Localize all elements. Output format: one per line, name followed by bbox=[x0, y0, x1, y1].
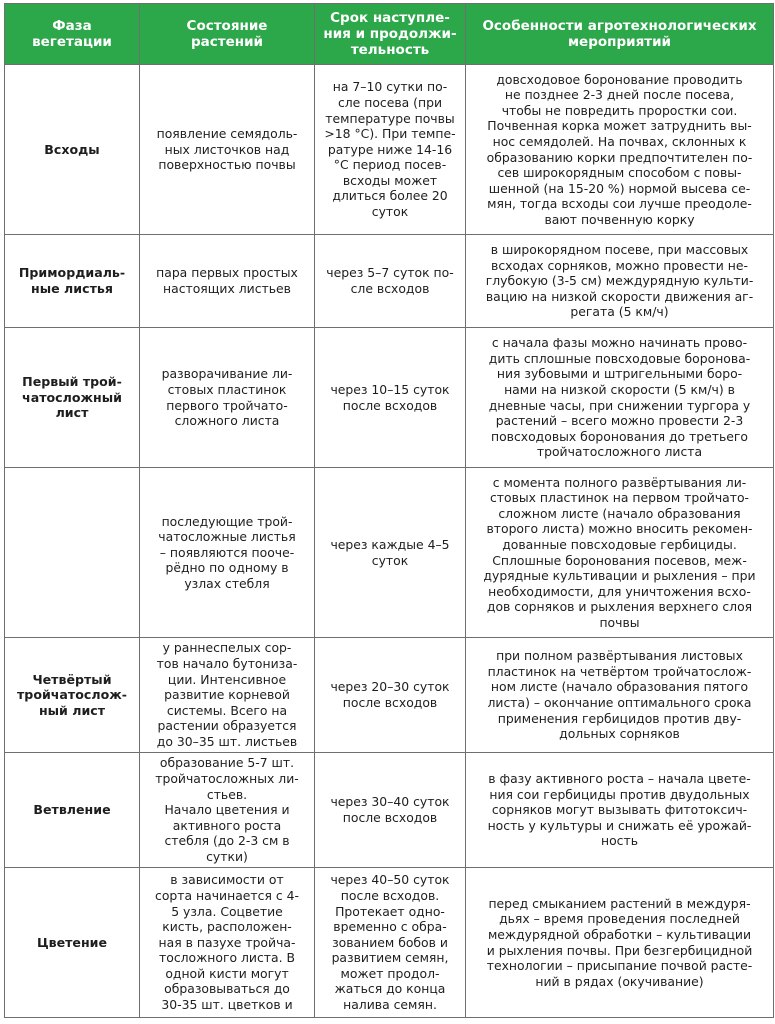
phase-cell: Цветение bbox=[5, 868, 140, 1018]
table-row bbox=[5, 235, 774, 328]
table-row bbox=[5, 868, 774, 1018]
timing-cell: через 30–40 суток после всходов bbox=[315, 753, 466, 868]
state-cell: у раннеспелых сор- тов начало бутониза- ции. Интенсивное развитие корневой системы. Всего на растении образуется до 30–35 шт. листьев bbox=[140, 638, 315, 753]
measures-cell: с момента полного развёртывания ли- стовых пластинок на первом тройчато- сложном листе (начало образования второго листа) можно вносить рекомен- дованные повсходовые гербициды. Сплошные боронования посевов, меж- дурядные культивации и рыхления – при необходимости, для уничтожения всхо- дов сорняков и рыхления верхнего слоя почвы bbox=[466, 468, 774, 638]
measures-cell: с начала фазы можно начинать прово- дить сплошные повсходовые боронова- ния зубовыми и штригельными боро- нами на низкой скорости (5 км/ч) в дневные часы, при снижении тургора у растений – всего можно провести 2-3 повсходовых боронования до третьего тройчатосложного листа bbox=[466, 328, 774, 468]
agrotech-table bbox=[4, 3, 774, 1018]
timing-cell: через 5–7 суток по- сле всходов bbox=[315, 235, 466, 328]
state-cell: в зависимости от сорта начинается с 4- 5 узла. Соцветие кисть, расположен- ная в пазухе тройча- тосложного листа. В одной кисти могут образовываться до 30-35 шт. цветков и bbox=[140, 868, 315, 1018]
table-row bbox=[5, 753, 774, 868]
table-body bbox=[5, 65, 774, 1018]
header-plant-state: Состояние растений bbox=[140, 4, 315, 65]
header-phase: Фаза вегетации bbox=[5, 4, 140, 65]
phase-cell: Всходы bbox=[5, 65, 140, 235]
measures-cell: довсходовое боронование проводить не позднее 2-3 дней после посева, чтобы не повредить проростки сои. Почвенная корка может затруднить вы- нос семядолей. На почвах, склонных к образованию корки предпочтителен по- сев широкорядным способом с повы- шенной (на 15-20 %) нормой высева се- мян, тогда всходы сои лучше преодоле- вают почвенную корку bbox=[466, 65, 774, 235]
table-row bbox=[5, 65, 774, 235]
phase-cell: Первый трой- чатосложный лист bbox=[5, 328, 140, 468]
header-measures: Особенности агротехнологических мероприятий bbox=[466, 4, 774, 65]
state-cell: последующие трой- чатосложные листья – появляются пооче- рёдно по одному в узлах стебля bbox=[140, 468, 315, 638]
timing-cell: через каждые 4–5 суток bbox=[315, 468, 466, 638]
phase-cell bbox=[5, 468, 140, 638]
table-row bbox=[5, 638, 774, 753]
table-header bbox=[5, 4, 774, 65]
measures-cell: в широкорядном посеве, при массовых всходах сорняков, можно провести не- глубокую (3-5 см) междурядную культи- вацию на низкой скорости движения аг- регата (5 км/ч) bbox=[466, 235, 774, 328]
phase-cell: Четвёртый тройчатослож- ный лист bbox=[5, 638, 140, 753]
measures-cell: перед смыканием растений в междуря- дьях – время проведения последней междурядной обработки – культивации и рыхления почвы. При безгербицидной технологии – присыпание почвой расте- ний в рядах (окучивание) bbox=[466, 868, 774, 1018]
phase-cell: Ветвление bbox=[5, 753, 140, 868]
measures-cell: в фазу активного роста – начала цвете- ния сои гербициды против двудольных сорняков могут вызывать фитотоксич- ность у культуры и снижать её урожай- ность bbox=[466, 753, 774, 868]
state-cell: образование 5-7 шт. тройчатосложных ли- стьев. Начало цветения и активного роста стебля (до 2-3 см в сутки) bbox=[140, 753, 315, 868]
table-row bbox=[5, 468, 774, 638]
timing-cell: на 7–10 сутки по- сле посева (при температуре почвы >18 °С). При темпе- ратуре ниже 14-16 °С период посев- всходы может длиться более 20 суток bbox=[315, 65, 466, 235]
state-cell: разворачивание ли- стовых пластинок первого тройчато- сложного листа bbox=[140, 328, 315, 468]
table-row bbox=[5, 328, 774, 468]
state-cell: появление семядоль- ных листочков над поверхностью почвы bbox=[140, 65, 315, 235]
measures-cell: при полном развёртывания листовых пластинок на четвёртом тройчатослож- ном листе (начало образования пятого листа) – окончание оптимального срока применения гербицидов против дву- дольных сорняков bbox=[466, 638, 774, 753]
phase-cell: Примордиаль- ные листья bbox=[5, 235, 140, 328]
timing-cell: через 20–30 суток после всходов bbox=[315, 638, 466, 753]
header-timing: Срок наступле- ния и продолжи- тельность bbox=[315, 4, 466, 65]
timing-cell: через 10–15 суток после всходов bbox=[315, 328, 466, 468]
header-row bbox=[5, 4, 774, 65]
timing-cell: через 40–50 суток после всходов. Протекает одно- временно с обра- зованием бобов и развитием семян, может продол- жаться до конца налива семян. bbox=[315, 868, 466, 1018]
state-cell: пара первых простых настоящих листьев bbox=[140, 235, 315, 328]
